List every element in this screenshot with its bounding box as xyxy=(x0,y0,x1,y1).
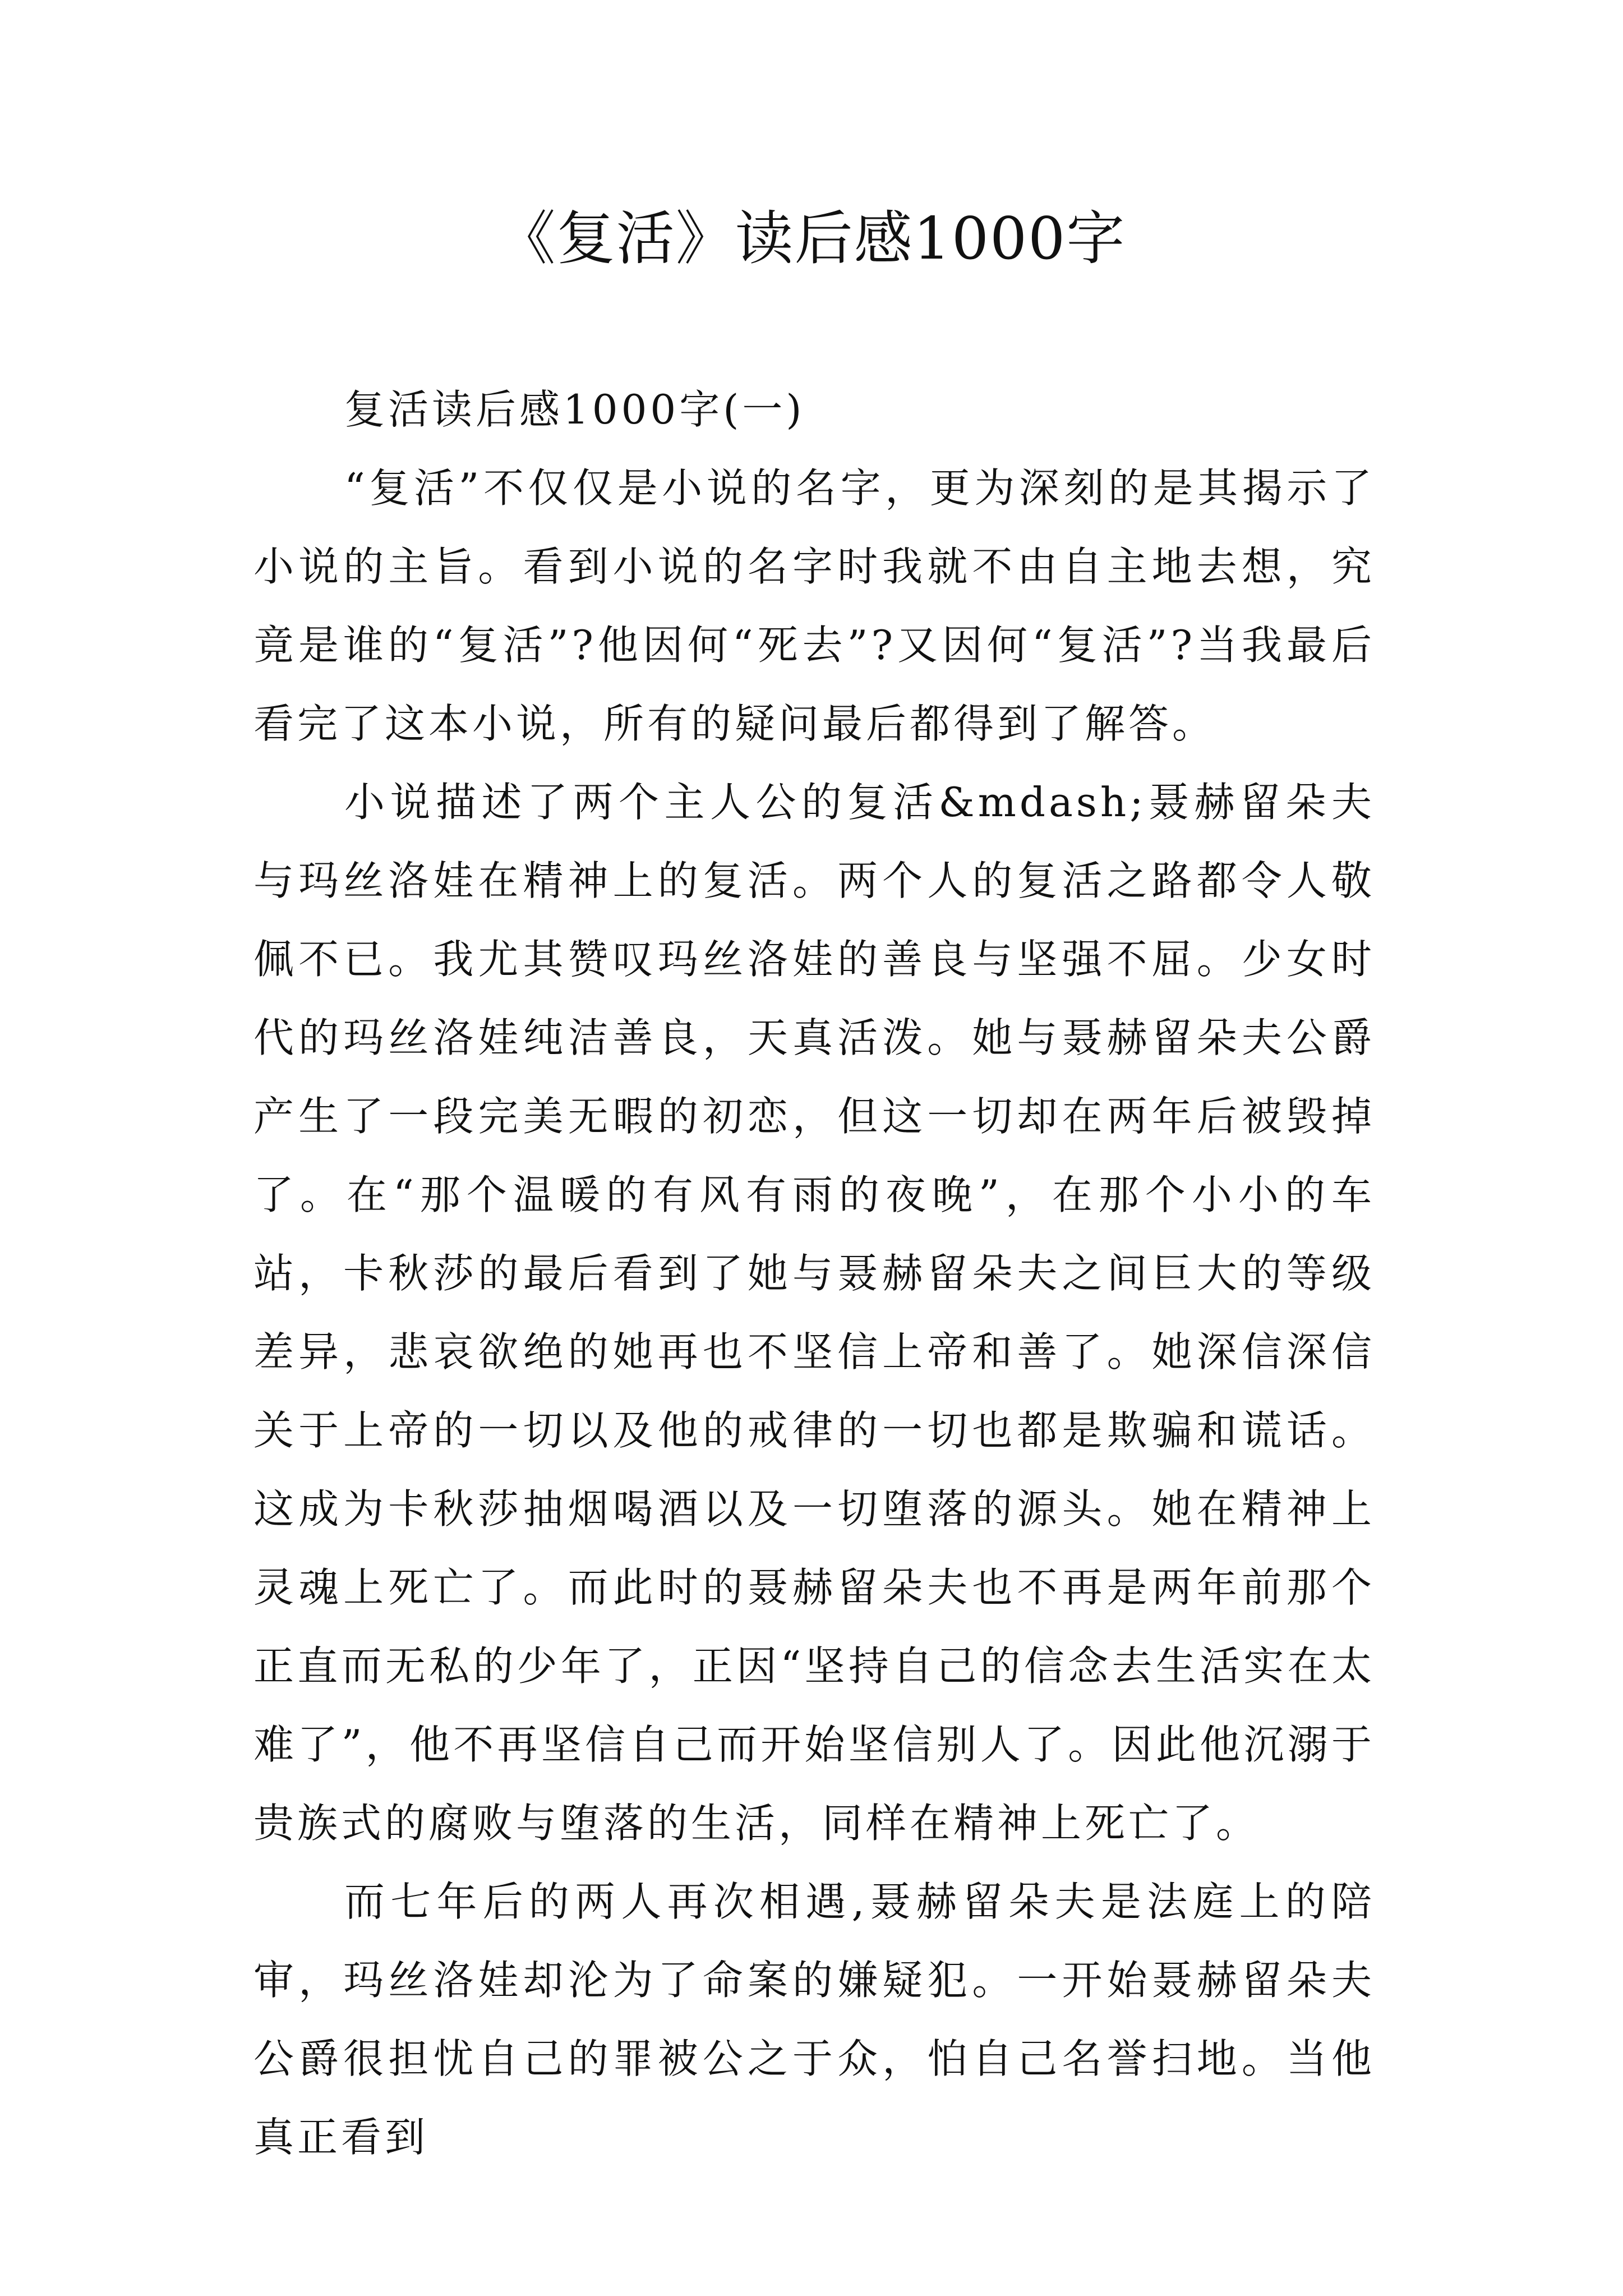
paragraph: “复活”不仅仅是小说的名字，更为深刻的是其揭示了小说的主旨。看到小说的名字时我就不由自主地去想，究竟是谁的“复活”?他因何“死去”?又因何“复活”?当我最后看完了这本小说，所有的疑问最后都得到了解答。 xyxy=(253,464,1375,747)
document-title: 《复活》读后感1000字 xyxy=(497,204,1126,273)
paragraph: 而七年后的两人再次相遇,聂赫留朵夫是法庭上的陪审，玛丝洛娃却沦为了命案的嫌疑犯。一开始聂赫留朵夫公爵很担忧自己的罪被公之于众，怕自己名誉扫地。当他真正看到 xyxy=(253,1878,1375,2161)
document-body xyxy=(253,370,1375,2177)
paragraph: 小说描述了两个主人公的复活&mdash;聂赫留朵夫与玛丝洛娃在精神上的复活。两个人的复活之路都令人敬佩不已。我尤其赞叹玛丝洛娃的善良与坚强不屈。少女时代的玛丝洛娃纯洁善良，天真活泼。她与聂赫留朵夫公爵产生了一段完美无暇的初恋，但这一切却在两年后被毁掉了。在“那个温暖的有风有雨的夜晚”，在那个小小的车站，卡秋莎的最后看到了她与聂赫留朵夫之间巨大的等级差异，悲哀欲绝的她再也不坚信上帝和善了。她深信深信关于上帝的一切以及他的戒律的一切也都是欺骗和谎话。这成为卡秋莎抽烟喝酒以及一切堕落的源头。她在精神上灵魂上死亡了。而此时的聂赫留朵夫也不再是两年前那个正直而无私的少年了，正因“坚持自己的信念去生活实在太难了”，他不再坚信自己而开始坚信别人了。因此他沉溺于贵族式的腐败与堕落的生活，同样在精神上死亡了。 xyxy=(253,779,1375,1847)
section-heading: 复活读后感1000字(一) xyxy=(344,386,805,433)
